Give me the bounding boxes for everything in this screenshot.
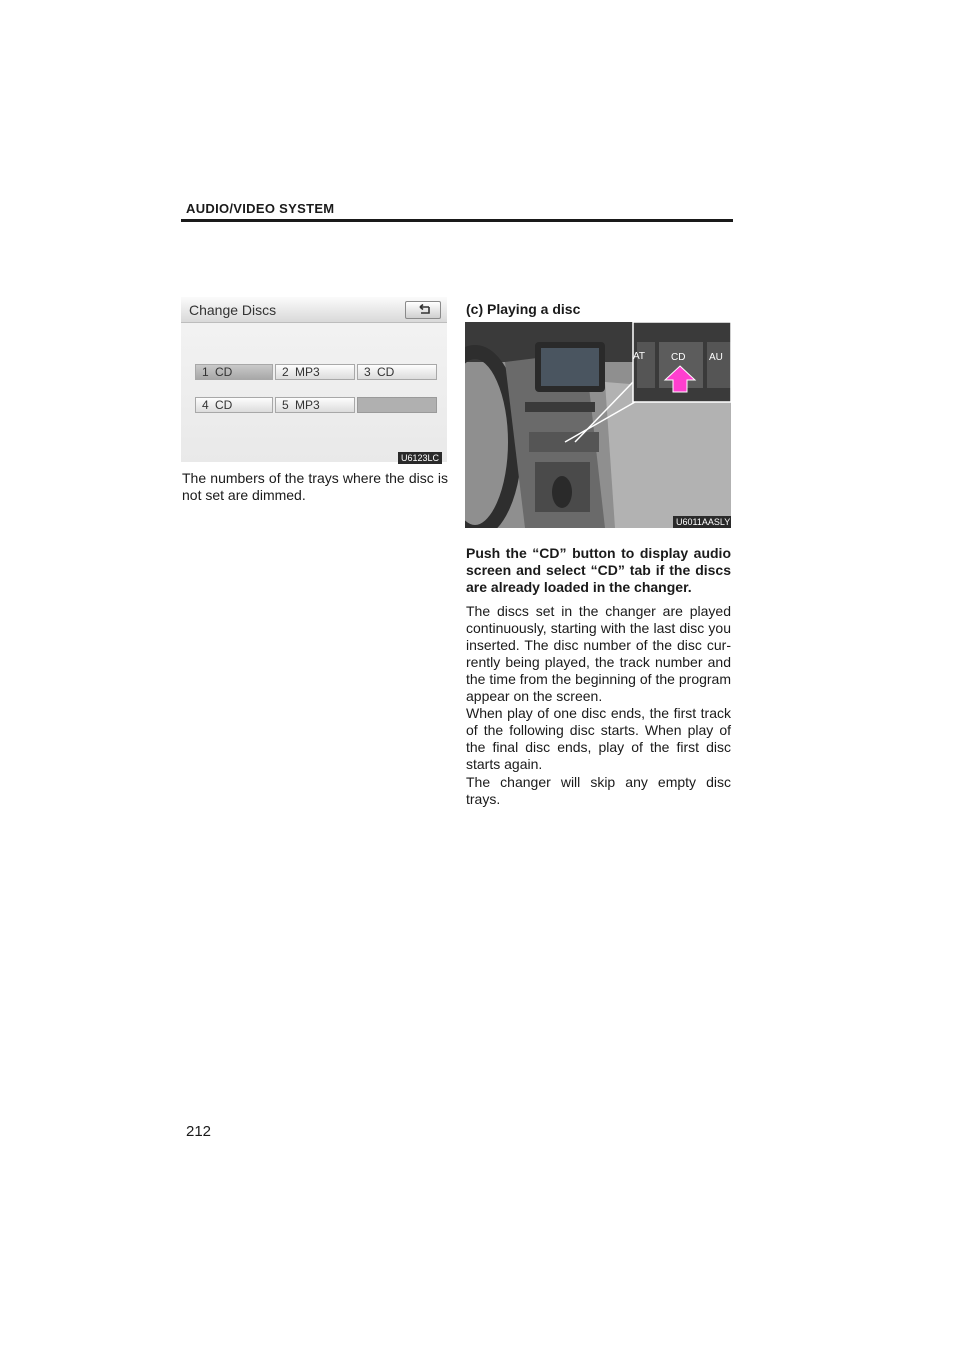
back-arrow-icon bbox=[416, 304, 432, 316]
screen-title: Change Discs bbox=[189, 302, 277, 318]
section-heading: (c) Playing a disc bbox=[466, 301, 581, 317]
page-number: 212 bbox=[186, 1123, 212, 1140]
paragraph-2: When play of one disc ends, the first track of the following disc starts. When play of the final disc ends, play of the first disc starts again. bbox=[466, 705, 731, 772]
image-code-screen: U6123LC bbox=[398, 452, 442, 464]
back-button[interactable] bbox=[405, 301, 441, 319]
left-caption: The numbers of the trays where the disc is not set are dimmed. bbox=[182, 470, 448, 503]
screen-title-bar bbox=[181, 297, 447, 323]
paragraph-1: The discs set in the changer are played continuously, starting with the last disc you inserted. The disc number of the disc cur- rently being played, the track number and the time from the beginning of the program appear on the screen. bbox=[466, 603, 731, 704]
image-code-photo: U6011AASLY bbox=[673, 516, 731, 528]
section-header: AUDIO/VIDEO SYSTEM bbox=[186, 201, 335, 216]
paragraph-3: The changer will skip any empty disc trays. bbox=[466, 774, 731, 807]
instruction-text: Push the “CD” button to display audio screen and select “CD” tab if the discs are already loaded in the changer. bbox=[466, 545, 731, 595]
header-rule bbox=[181, 219, 733, 222]
disc-button-1[interactable]: 1 CD bbox=[195, 364, 273, 380]
change-discs-screen bbox=[181, 297, 447, 462]
disc-button-5[interactable]: 5 MP3 bbox=[275, 397, 355, 413]
disc-button-3[interactable]: 3 CD bbox=[357, 364, 437, 380]
photo-label-at: AT bbox=[633, 351, 646, 362]
disc-button-4[interactable]: 4 CD bbox=[195, 397, 273, 413]
photo-label-au: AU bbox=[709, 352, 723, 363]
disc-button-6-dimmed bbox=[357, 397, 437, 413]
dashboard-photo bbox=[465, 322, 731, 528]
disc-button-2[interactable]: 2 MP3 bbox=[275, 364, 355, 380]
photo-label-cd: CD bbox=[671, 352, 686, 363]
